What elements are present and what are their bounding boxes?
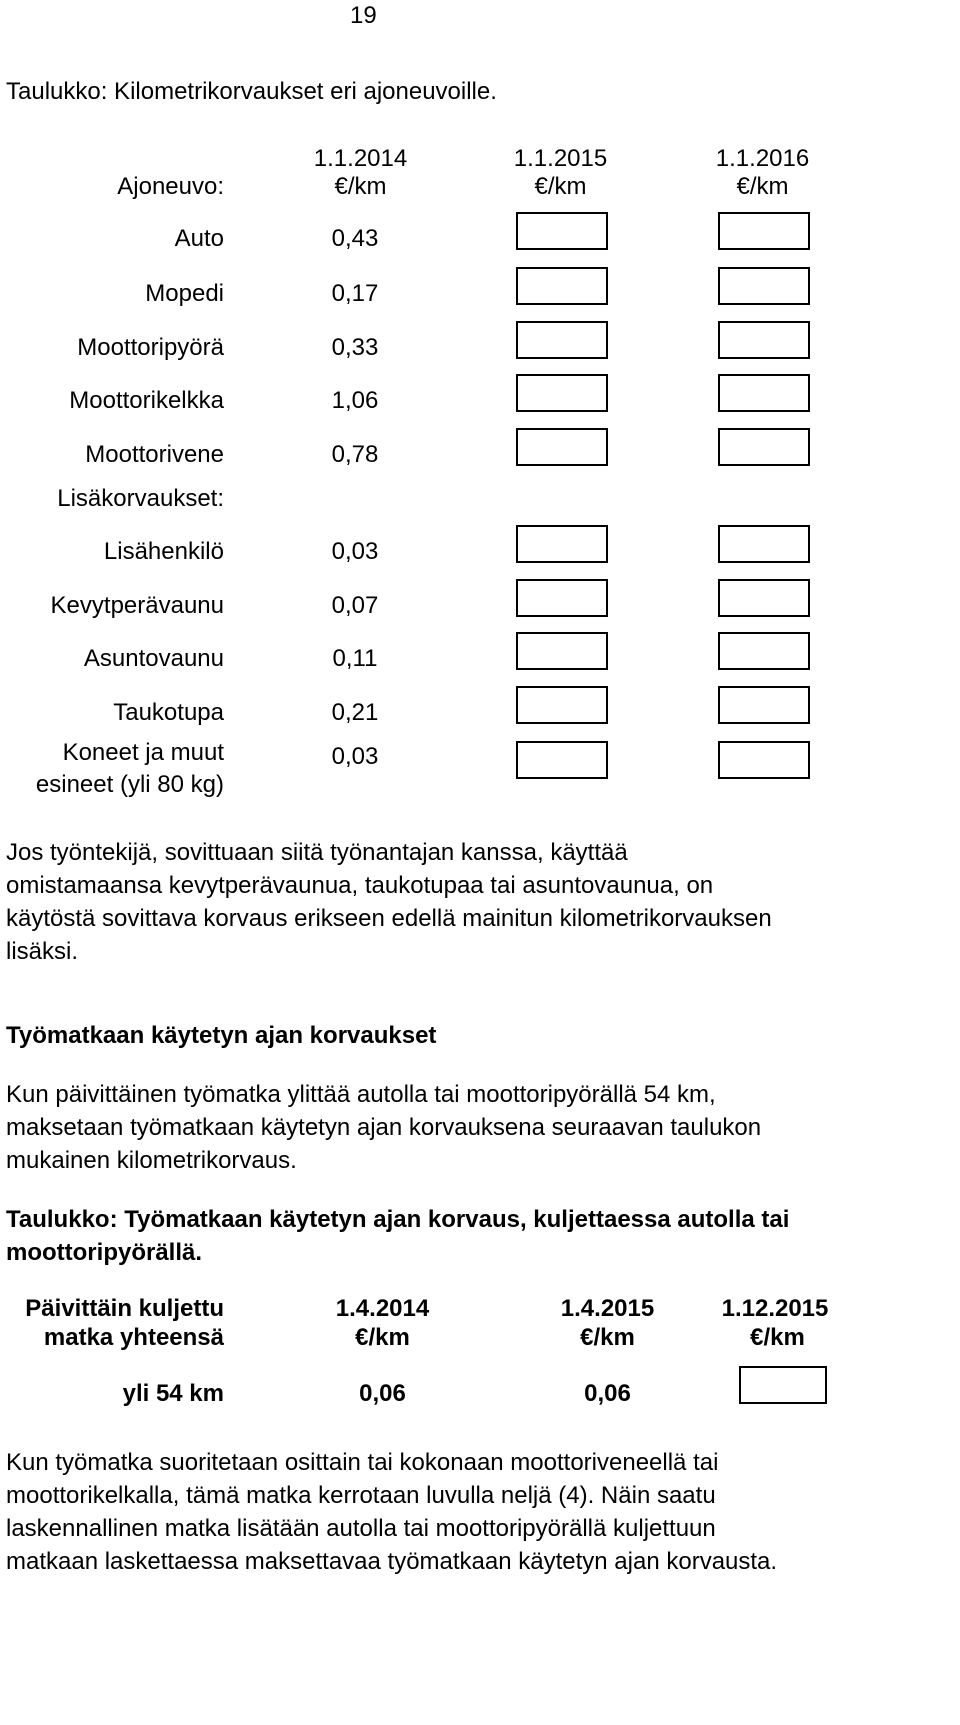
unit-2014: €/km: [334, 173, 387, 200]
row-value: 0,11: [332, 645, 378, 672]
entry-box[interactable]: [516, 579, 608, 617]
paragraph-commute: [6, 1078, 951, 1177]
entry-box[interactable]: [718, 686, 810, 724]
entry-box[interactable]: [718, 428, 810, 466]
entry-box[interactable]: [718, 741, 810, 779]
text-line: Taulukko: Työmatkaan käytetyn ajan korvaus, kuljettaessa autolla tai: [6, 1206, 790, 1233]
text-line: omistamaansa kevytperävaunua, taukotupaa tai asuntovaunua, on: [6, 872, 714, 899]
distance-header: Päivittäin kuljettu: [25, 1295, 224, 1322]
paragraph-trailers: [6, 836, 951, 968]
entry-box[interactable]: [739, 1366, 827, 1404]
row-value: 0,33: [331, 334, 379, 361]
entry-box[interactable]: [516, 321, 608, 359]
text-line: käytöstä sovittava korvaus erikseen edellä mainitun kilometrikorvauksen: [6, 905, 772, 932]
row-value: 0,06: [584, 1380, 631, 1407]
row-label: Mopedi: [145, 280, 224, 307]
text-line: moottorikelkalla, tämä matka kerrotaan luvulla neljä (4). Näin saatu: [6, 1482, 716, 1509]
ajoneuvo-header: Ajoneuvo:: [117, 173, 224, 200]
extra-header: Lisäkorvaukset:: [57, 485, 224, 512]
row-value: 0,43: [331, 225, 379, 252]
row-label: Moottorivene: [85, 441, 224, 468]
text-line: Jos työntekijä, sovittuaan siitä työnantajan kanssa, käyttää: [6, 839, 628, 866]
date-2014: 1.4.2014: [335, 1295, 430, 1322]
row-value: 0,03: [331, 538, 379, 565]
unit-2016: €/km: [736, 173, 789, 200]
entry-box[interactable]: [718, 212, 810, 250]
row-label: Moottoripyörä: [77, 334, 224, 361]
row-label: Moottorikelkka: [69, 387, 224, 414]
entry-box[interactable]: [718, 579, 810, 617]
table1-caption: Taulukko: Kilometrikorvaukset eri ajoneuvoille.: [6, 78, 497, 105]
entry-box[interactable]: [516, 374, 608, 412]
text-line: lisäksi.: [6, 938, 79, 965]
entry-box[interactable]: [516, 632, 608, 670]
text-line: Kun työmatka suoritetaan osittain tai kokonaan moottoriveneellä tai: [6, 1449, 719, 1476]
paragraph-boat-snowmobile: [6, 1446, 951, 1578]
row-label: Lisähenkilö: [103, 538, 224, 565]
date-2016: 1.1.2016: [715, 145, 810, 172]
entry-box[interactable]: [718, 267, 810, 305]
row-value: 0,17: [331, 280, 379, 307]
entry-box[interactable]: [516, 525, 608, 563]
row-value: 0,78: [331, 441, 379, 468]
row-value: 0,07: [331, 592, 379, 619]
table2-caption: [6, 1203, 951, 1269]
date-2015: 1.4.2015: [560, 1295, 655, 1322]
text-line: mukainen kilometrikorvaus.: [6, 1147, 297, 1174]
entry-box[interactable]: [516, 686, 608, 724]
row-value: 1,06: [331, 387, 379, 414]
date-2014: 1.1.2014: [313, 145, 408, 172]
unit-2015: €/km: [534, 173, 587, 200]
distance-header-cont: matka yhteensä: [43, 1324, 224, 1351]
entry-box[interactable]: [516, 741, 608, 779]
text-line: laskennallinen matka lisätään autolla tai moottoripyörällä kuljettuun: [6, 1515, 716, 1542]
text-line: moottoripyörällä.: [6, 1239, 203, 1266]
row-label-cont: esineet (yli 80 kg): [35, 771, 224, 798]
entry-box[interactable]: [516, 267, 608, 305]
entry-box[interactable]: [718, 321, 810, 359]
section-heading: Työmatkaan käytetyn ajan korvaukset: [6, 1022, 437, 1049]
entry-box[interactable]: [516, 428, 608, 466]
text-line: matkaan laskettaessa maksettavaa työmatkaan käytetyn ajan korvausta.: [6, 1548, 778, 1575]
entry-box[interactable]: [516, 212, 608, 250]
row-label: Koneet ja muut: [62, 739, 224, 766]
date-2015: 1.1.2015: [513, 145, 608, 172]
row-value: 0,21: [331, 699, 379, 726]
page-number: 19: [350, 2, 377, 29]
row-value: 0,06: [359, 1380, 406, 1407]
row-label: Auto: [174, 225, 224, 252]
unit-2015: €/km: [580, 1324, 635, 1351]
row-label: Asuntovaunu: [83, 645, 224, 672]
text-line: Kun päivittäinen työmatka ylittää autolla tai moottoripyörällä 54 km,: [6, 1081, 716, 1108]
entry-box[interactable]: [718, 374, 810, 412]
entry-box[interactable]: [718, 525, 810, 563]
text-line: maksetaan työmatkaan käytetyn ajan korvauksena seuraavan taulukon: [6, 1114, 762, 1141]
date-2015-dec: 1.12.2015: [721, 1295, 829, 1322]
row-label: Kevytperävaunu: [50, 592, 224, 619]
entry-box[interactable]: [718, 632, 810, 670]
row-value: 0,03: [331, 743, 379, 770]
unit-2015-dec: €/km: [750, 1324, 805, 1351]
unit-2014: €/km: [355, 1324, 410, 1351]
row-label: yli 54 km: [122, 1380, 224, 1407]
row-label: Taukotupa: [113, 699, 224, 726]
